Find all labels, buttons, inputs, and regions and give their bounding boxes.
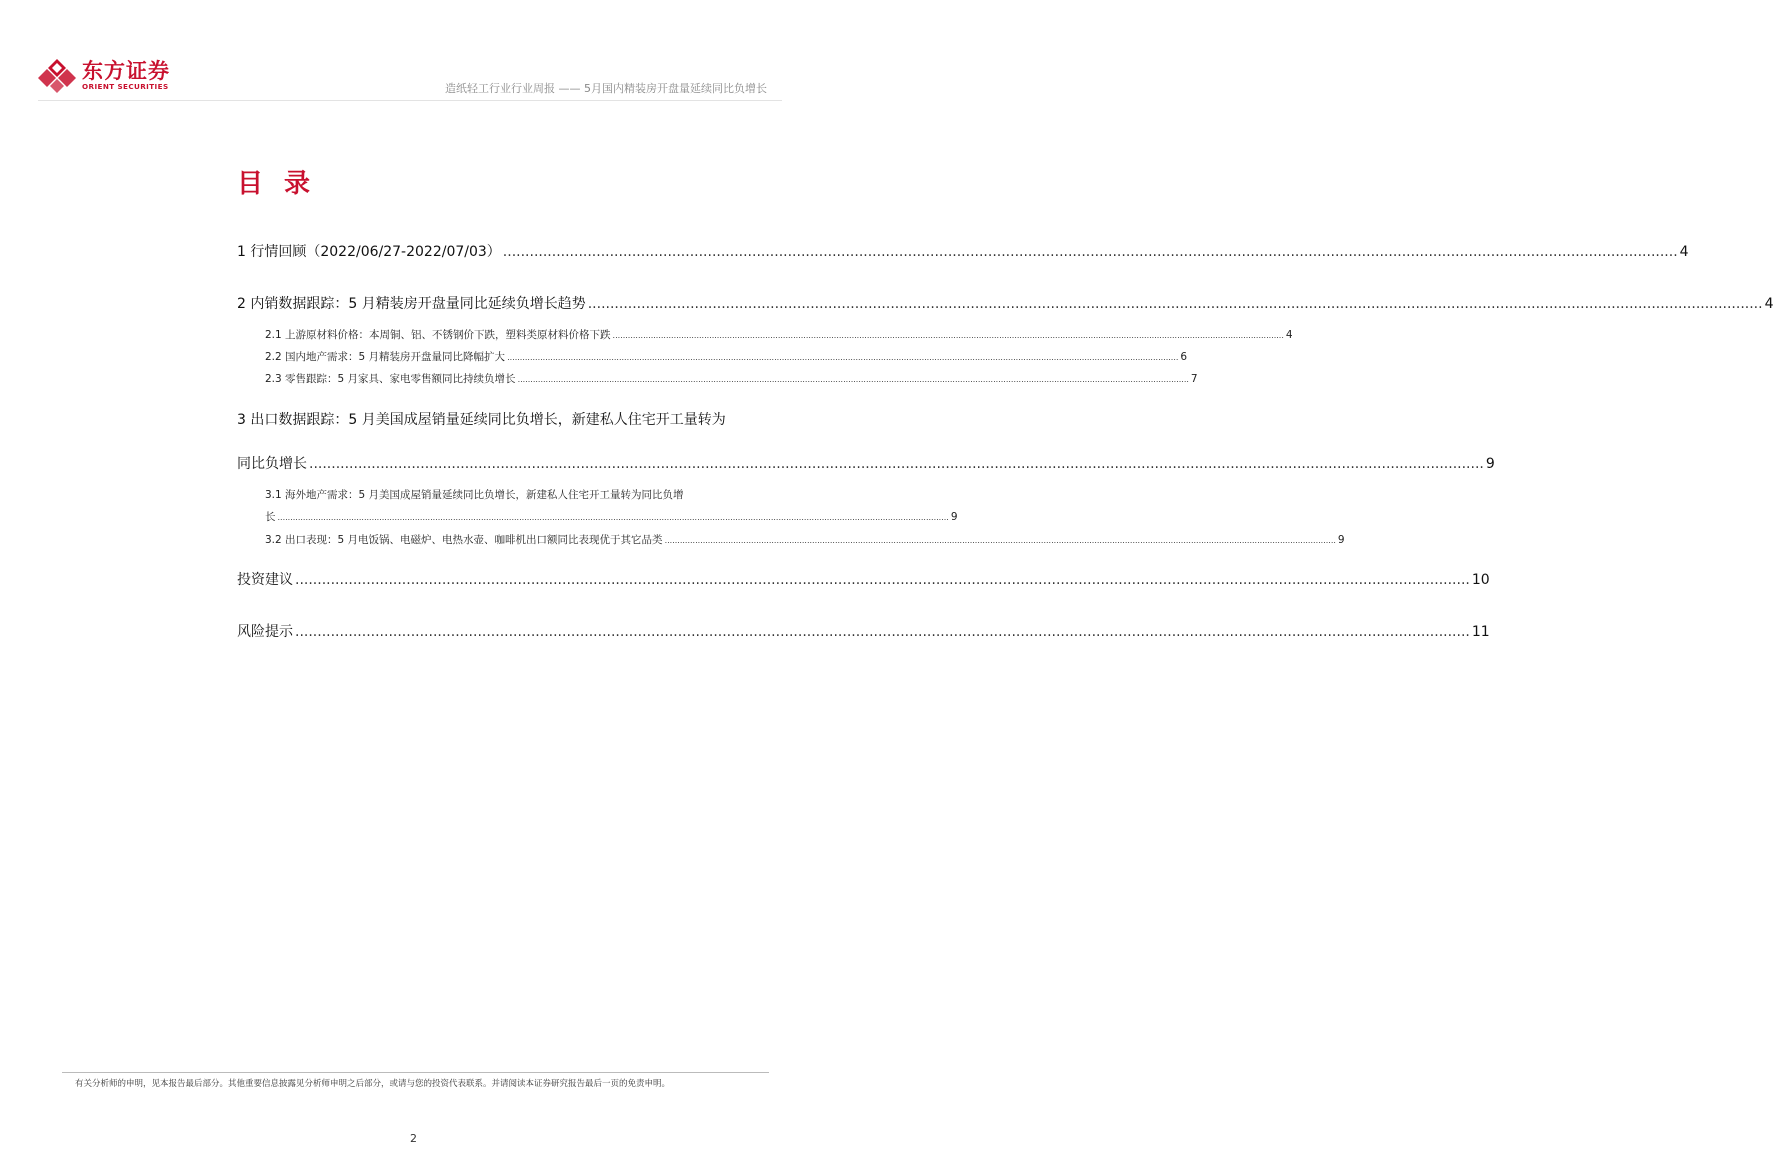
page-number: 2: [410, 1132, 417, 1145]
toc-title: 目 录: [237, 169, 317, 199]
toc-entry-3-1[interactable]: [237, 510, 958, 525]
toc-leader: [309, 455, 1484, 473]
toc-entry-page: 9: [950, 511, 958, 523]
toc-entry-3[interactable]: [237, 455, 1495, 473]
toc-entry-1[interactable]: [237, 243, 1689, 261]
toc-entry-page: 11: [1471, 624, 1490, 640]
logo-text-en: ORIENT SECURITIES: [82, 82, 169, 91]
toc-entry-2-3[interactable]: [237, 372, 1198, 387]
toc-entry-2-2[interactable]: [237, 350, 1188, 365]
toc-entry-label: 2 内销数据跟踪：5 月精装房开盘量同比延续负增长趋势: [237, 296, 586, 312]
toc-entry-label: 长: [265, 511, 276, 523]
toc-entry-2-1[interactable]: [237, 328, 1293, 343]
header-divider: [38, 100, 782, 101]
toc-leader: [665, 533, 1336, 548]
toc-leader: [278, 510, 949, 525]
toc-leader: [518, 372, 1189, 387]
toc-leader: [295, 571, 1470, 589]
toc-entry-page: 6: [1180, 351, 1188, 363]
toc-entry-label: 2.2 国内地产需求：5 月精装房开盘量同比降幅扩大: [265, 351, 506, 363]
toc-leader: [613, 328, 1284, 343]
toc-leader: [295, 623, 1470, 641]
logo-text-cn: 东方证券: [82, 59, 170, 83]
toc-entry-label: 2.3 零售跟踪：5 月家具、家电零售额同比持续负增长: [265, 373, 516, 385]
toc-entry-label: 同比负增长: [237, 456, 307, 472]
report-title: 造纸轻工行业行业周报 —— 5月国内精装房开盘量延续同比负增长: [445, 82, 767, 95]
toc-entry-page: 7: [1190, 373, 1198, 385]
toc-entry-label: 2.1 上游原材料价格：本周铜、铝、不锈钢价下跌，塑料类原材料价格下跌: [265, 329, 611, 341]
toc-entry-risk[interactable]: [237, 623, 1490, 641]
toc-entry-label: 1 行情回顾（2022/06/27-2022/07/03）: [237, 244, 501, 260]
toc-entry-3-line1[interactable]: 3 出口数据跟踪：5 月美国成屋销量延续同比负增长，新建私人住宅开工量转为: [237, 412, 726, 428]
toc-entry-page: 4: [1285, 329, 1293, 341]
orient-logo-icon: [38, 57, 76, 93]
toc-entry-page: 4: [1764, 296, 1774, 312]
toc-entry-label: 投资建议: [237, 572, 293, 588]
toc-entry-page: 10: [1471, 572, 1490, 588]
toc-entry-3-2[interactable]: [237, 533, 1345, 548]
toc-leader: [503, 243, 1678, 261]
toc-entry-label: 3.2 出口表现：5 月电饭锅、电磁炉、电热水壶、咖啡机出口额同比表现优于其它品类: [265, 534, 663, 546]
page-header: [0, 0, 827, 104]
toc-entry-invest[interactable]: [237, 571, 1490, 589]
toc-entry-page: 4: [1679, 244, 1689, 260]
toc-entry-page: 9: [1485, 456, 1495, 472]
toc-entry-page: 9: [1337, 534, 1345, 546]
toc-leader: [588, 295, 1763, 313]
toc-entry-label: 风险提示: [237, 624, 293, 640]
company-logo: [38, 57, 178, 93]
footer-divider: [62, 1072, 769, 1073]
toc-leader: [507, 350, 1178, 365]
footer-disclaimer: 有关分析师的申明，见本报告最后部分。其他重要信息披露见分析师申明之后部分，或请与您的投资代表联系。并请阅读本证券研究报告最后一页的免责申明。: [75, 1079, 671, 1089]
toc-entry-2[interactable]: [237, 295, 1774, 313]
toc-entry-3-1-line1[interactable]: 3.1 海外地产需求：5 月美国成屋销量延续同比负增长，新建私人住宅开工量转为同比负增: [265, 489, 684, 501]
